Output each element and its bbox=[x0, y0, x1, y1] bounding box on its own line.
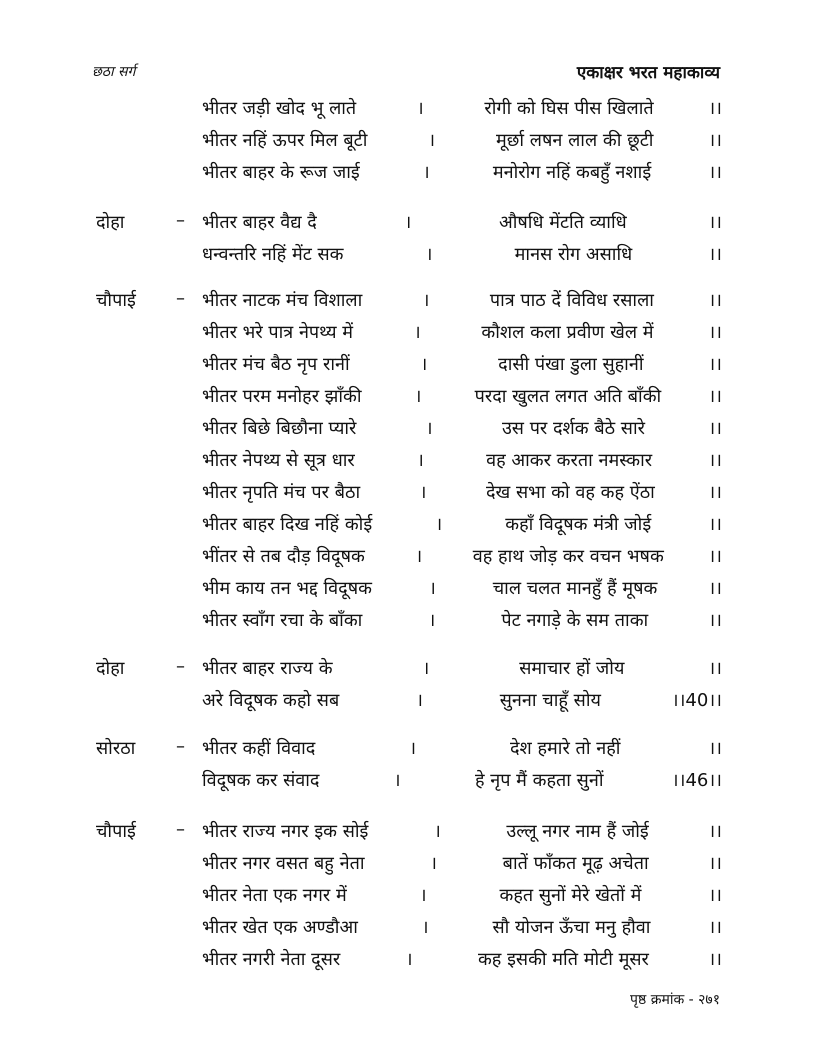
verse-first-half: विदूषक कर संवाद bbox=[202, 770, 320, 791]
verse-second-half: समाचार हों जोय bbox=[519, 658, 625, 679]
verse-end-marker: ।। bbox=[708, 244, 722, 265]
label-dash: – bbox=[176, 736, 185, 757]
verse-line bbox=[202, 652, 722, 684]
label-dash: – bbox=[176, 288, 185, 309]
verse-first-half: भीतर नगर वसत बहु नेता bbox=[202, 853, 365, 874]
danda-separator: । bbox=[422, 658, 430, 679]
verse-end-marker: ।। bbox=[708, 212, 722, 233]
verse-end-marker: ।। bbox=[708, 162, 722, 183]
running-header-title: एकाक्षर भरत महाकाव्य bbox=[576, 63, 720, 83]
danda-separator: । bbox=[428, 130, 436, 151]
verse-first-half: भीतर खेत एक अण्डौआ bbox=[202, 917, 358, 938]
verse-first-half: भीतर नगरी नेता दूसर bbox=[202, 949, 341, 970]
verse-end-marker: ।। bbox=[708, 885, 722, 906]
verse-second-half: वह हाथ जोड़ कर वचन भषक bbox=[472, 546, 664, 567]
danda-separator: । bbox=[414, 386, 422, 407]
verse-first-half: भीतर नाटक मंच विशाला bbox=[202, 290, 363, 311]
danda-separator: । bbox=[419, 482, 427, 503]
verse-end-marker: ।।40।। bbox=[671, 690, 722, 711]
verse-first-half: भीतर बाहर के रूज जाई bbox=[202, 162, 360, 183]
verse-end-marker: ।। bbox=[708, 853, 722, 874]
verse-second-half: बातें फाँकत मूढ़ अचेता bbox=[502, 853, 649, 874]
verse-first-half: भीतर परम मनोहर झाँकी bbox=[202, 386, 362, 407]
verse-form-label: दोहा bbox=[96, 658, 125, 679]
verse-line bbox=[202, 476, 722, 508]
verse-end-marker: ।। bbox=[708, 738, 722, 759]
verse-second-half: देश हमारे तो नहीं bbox=[509, 738, 621, 759]
verse-second-half: कहाँ विदूषक मंत्री जोई bbox=[505, 514, 652, 535]
verse-second-half: उल्लू नगर नाम हैं जोई bbox=[506, 821, 649, 842]
danda-separator: । bbox=[433, 821, 441, 842]
danda-separator: । bbox=[422, 162, 430, 183]
verse-line bbox=[202, 508, 722, 540]
verse-first-half: धन्वन्तरि नहिं मेंट सक bbox=[202, 244, 344, 265]
verse-first-half: भीतर बाहर दिख नहिं कोई bbox=[202, 514, 373, 535]
verse-first-half: भीतर बाहर वैद्य दै bbox=[202, 212, 317, 233]
verse-first-half: भीतर राज्य नगर इक सोई bbox=[202, 821, 369, 842]
danda-separator: । bbox=[416, 690, 423, 711]
running-header-chapter: छठा सर्ग bbox=[92, 64, 136, 80]
verse-end-marker: ।। bbox=[708, 610, 722, 631]
verse-end-marker: ।। bbox=[708, 354, 722, 375]
verse-line bbox=[202, 92, 722, 124]
verse-end-marker: ।। bbox=[708, 386, 722, 407]
verse-line bbox=[202, 572, 722, 604]
verse-end-marker: ।। bbox=[708, 450, 722, 471]
verse-line bbox=[202, 764, 722, 796]
verse-end-marker: ।। bbox=[708, 322, 722, 343]
verse-second-half: परदा खुलत लगत अति बाँकी bbox=[474, 386, 662, 407]
verse-first-half: भीतर स्वाँग रचा के बाँका bbox=[202, 610, 363, 631]
danda-separator: । bbox=[428, 610, 436, 631]
verse-second-half: पात्र पाठ दें विविध रसाला bbox=[489, 290, 654, 311]
verse-form-label: सोरठा bbox=[96, 738, 136, 759]
danda-separator: । bbox=[425, 244, 433, 265]
verse-second-half: सौ योजन ऊँचा मनु हौवा bbox=[492, 917, 651, 938]
danda-separator: । bbox=[420, 354, 428, 375]
verse-second-half: औषधि मेंटति व्याधि bbox=[498, 212, 627, 233]
verse-first-half: भीम काय तन भद्द विदूषक bbox=[202, 578, 372, 599]
danda-separator: । bbox=[425, 418, 433, 439]
verse-second-half: कहत सुनों मेरे खेतों में bbox=[499, 885, 642, 906]
danda-separator: । bbox=[422, 290, 430, 311]
verse-line bbox=[202, 316, 722, 348]
verse-end-marker: ।। bbox=[708, 578, 722, 599]
verse-first-half: भीतर भरे पात्र नेपथ्य में bbox=[202, 322, 354, 343]
verse-end-marker: ।। bbox=[708, 290, 722, 311]
verse-line bbox=[202, 238, 722, 270]
danda-separator: । bbox=[404, 212, 412, 233]
verse-second-half: रोगी को घिस पीस खिलाते bbox=[484, 98, 654, 119]
verse-second-half: मानस रोग असाधि bbox=[514, 244, 633, 265]
verse-line bbox=[202, 911, 722, 943]
verse-first-half: भीतर नृपति मंच पर बैठा bbox=[202, 482, 361, 503]
verse-first-half: भीतर बिछे बिछौना प्यारे bbox=[202, 418, 357, 439]
verse-second-half: दासी पंखा डुला सुहानीं bbox=[498, 354, 644, 375]
verse-end-marker: ।। bbox=[708, 418, 722, 439]
verse-first-half: भीतर बाहर राज्य के bbox=[202, 658, 333, 679]
verse-second-half: कौशल कला प्रवीण खेल में bbox=[481, 322, 654, 343]
verse-second-half: मनोरोग नहिं कबहुँ नशाई bbox=[492, 162, 652, 183]
danda-separator: । bbox=[416, 98, 424, 119]
danda-separator: । bbox=[417, 450, 424, 471]
verse-end-marker: ।। bbox=[708, 821, 722, 842]
verse-line bbox=[202, 879, 722, 911]
verse-second-half: पेट नगाड़े के सम ताका bbox=[501, 610, 649, 631]
danda-separator: । bbox=[419, 885, 427, 906]
verse-second-half: हे नृप मैं कहता सुनों bbox=[474, 770, 604, 791]
verse-line bbox=[202, 847, 722, 879]
verse-line bbox=[202, 124, 722, 156]
verse-first-half: भीतर जड़ी खोद भू लाते bbox=[202, 98, 357, 119]
verse-second-half: वह आकर करता नमस्कार bbox=[486, 450, 653, 471]
verse-form-label: दोहा bbox=[96, 212, 125, 233]
verse-end-marker: ।। bbox=[708, 130, 722, 151]
verse-form-label: चौपाई bbox=[96, 821, 136, 842]
danda-separator: । bbox=[405, 949, 413, 970]
verse-second-half: सुनना चाहूँ सोय bbox=[499, 690, 601, 711]
danda-separator: । bbox=[428, 578, 436, 599]
danda-separator: । bbox=[393, 770, 401, 791]
page-number: पृष्ठ क्रमांक - २७१ bbox=[630, 992, 720, 1008]
verse-line bbox=[202, 684, 722, 716]
verse-second-half: कह इसकी मति मोटी मूसर bbox=[477, 949, 649, 970]
label-dash: – bbox=[176, 656, 185, 677]
verse-form-label: चौपाई bbox=[96, 290, 136, 311]
danda-separator: । bbox=[430, 853, 437, 874]
verse-end-marker: ।। bbox=[708, 98, 722, 119]
verse-end-marker: ।। bbox=[708, 917, 722, 938]
danda-separator: । bbox=[415, 546, 423, 567]
verse-line bbox=[202, 206, 722, 238]
verse-line bbox=[202, 284, 722, 316]
verse-end-marker: ।।46।। bbox=[671, 770, 722, 791]
verse-line bbox=[202, 943, 722, 975]
verse-first-half: भीतर कहीं विवाद bbox=[202, 738, 316, 759]
danda-separator: । bbox=[421, 917, 429, 938]
verse-line bbox=[202, 815, 722, 847]
verse-end-marker: ।। bbox=[708, 658, 722, 679]
verse-first-half: भीतर मंच बैठ नृप रानीं bbox=[202, 354, 350, 375]
verse-second-half: उस पर दर्शक बैठे सारे bbox=[501, 418, 645, 439]
danda-separator: । bbox=[435, 514, 443, 535]
verse-second-half: मूर्छा लषन लाल की छूटी bbox=[496, 130, 654, 151]
verse-end-marker: ।। bbox=[708, 546, 722, 567]
verse-first-half: भींतर से तब दौड़ विदूषक bbox=[202, 546, 365, 567]
verse-line bbox=[202, 156, 722, 188]
danda-separator: । bbox=[413, 322, 421, 343]
verse-line bbox=[202, 412, 722, 444]
verse-second-half: देख सभा को वह कह ऐंठा bbox=[485, 482, 655, 503]
verse-end-marker: ।। bbox=[708, 482, 722, 503]
label-dash: – bbox=[176, 819, 185, 840]
verse-line bbox=[202, 380, 722, 412]
verse-end-marker: ।। bbox=[708, 514, 722, 535]
verse-end-marker: ।। bbox=[708, 949, 722, 970]
verse-first-half: भीतर नेपथ्य से सूत्र धार bbox=[202, 450, 355, 471]
verse-line bbox=[202, 348, 722, 380]
label-dash: – bbox=[176, 210, 185, 231]
verse-line bbox=[202, 604, 722, 636]
verse-first-half: भीतर नहिं ऊपर मिल बूटी bbox=[202, 130, 368, 151]
verse-first-half: अरे विदूषक कहो सब bbox=[202, 690, 340, 711]
verse-second-half: चाल चलत मानहुँ हैं मूषक bbox=[492, 578, 658, 599]
verse-line bbox=[202, 732, 722, 764]
verse-line bbox=[202, 444, 722, 476]
verse-line bbox=[202, 540, 722, 572]
danda-separator: । bbox=[409, 738, 417, 759]
verse-first-half: भीतर नेता एक नगर में bbox=[202, 885, 347, 906]
